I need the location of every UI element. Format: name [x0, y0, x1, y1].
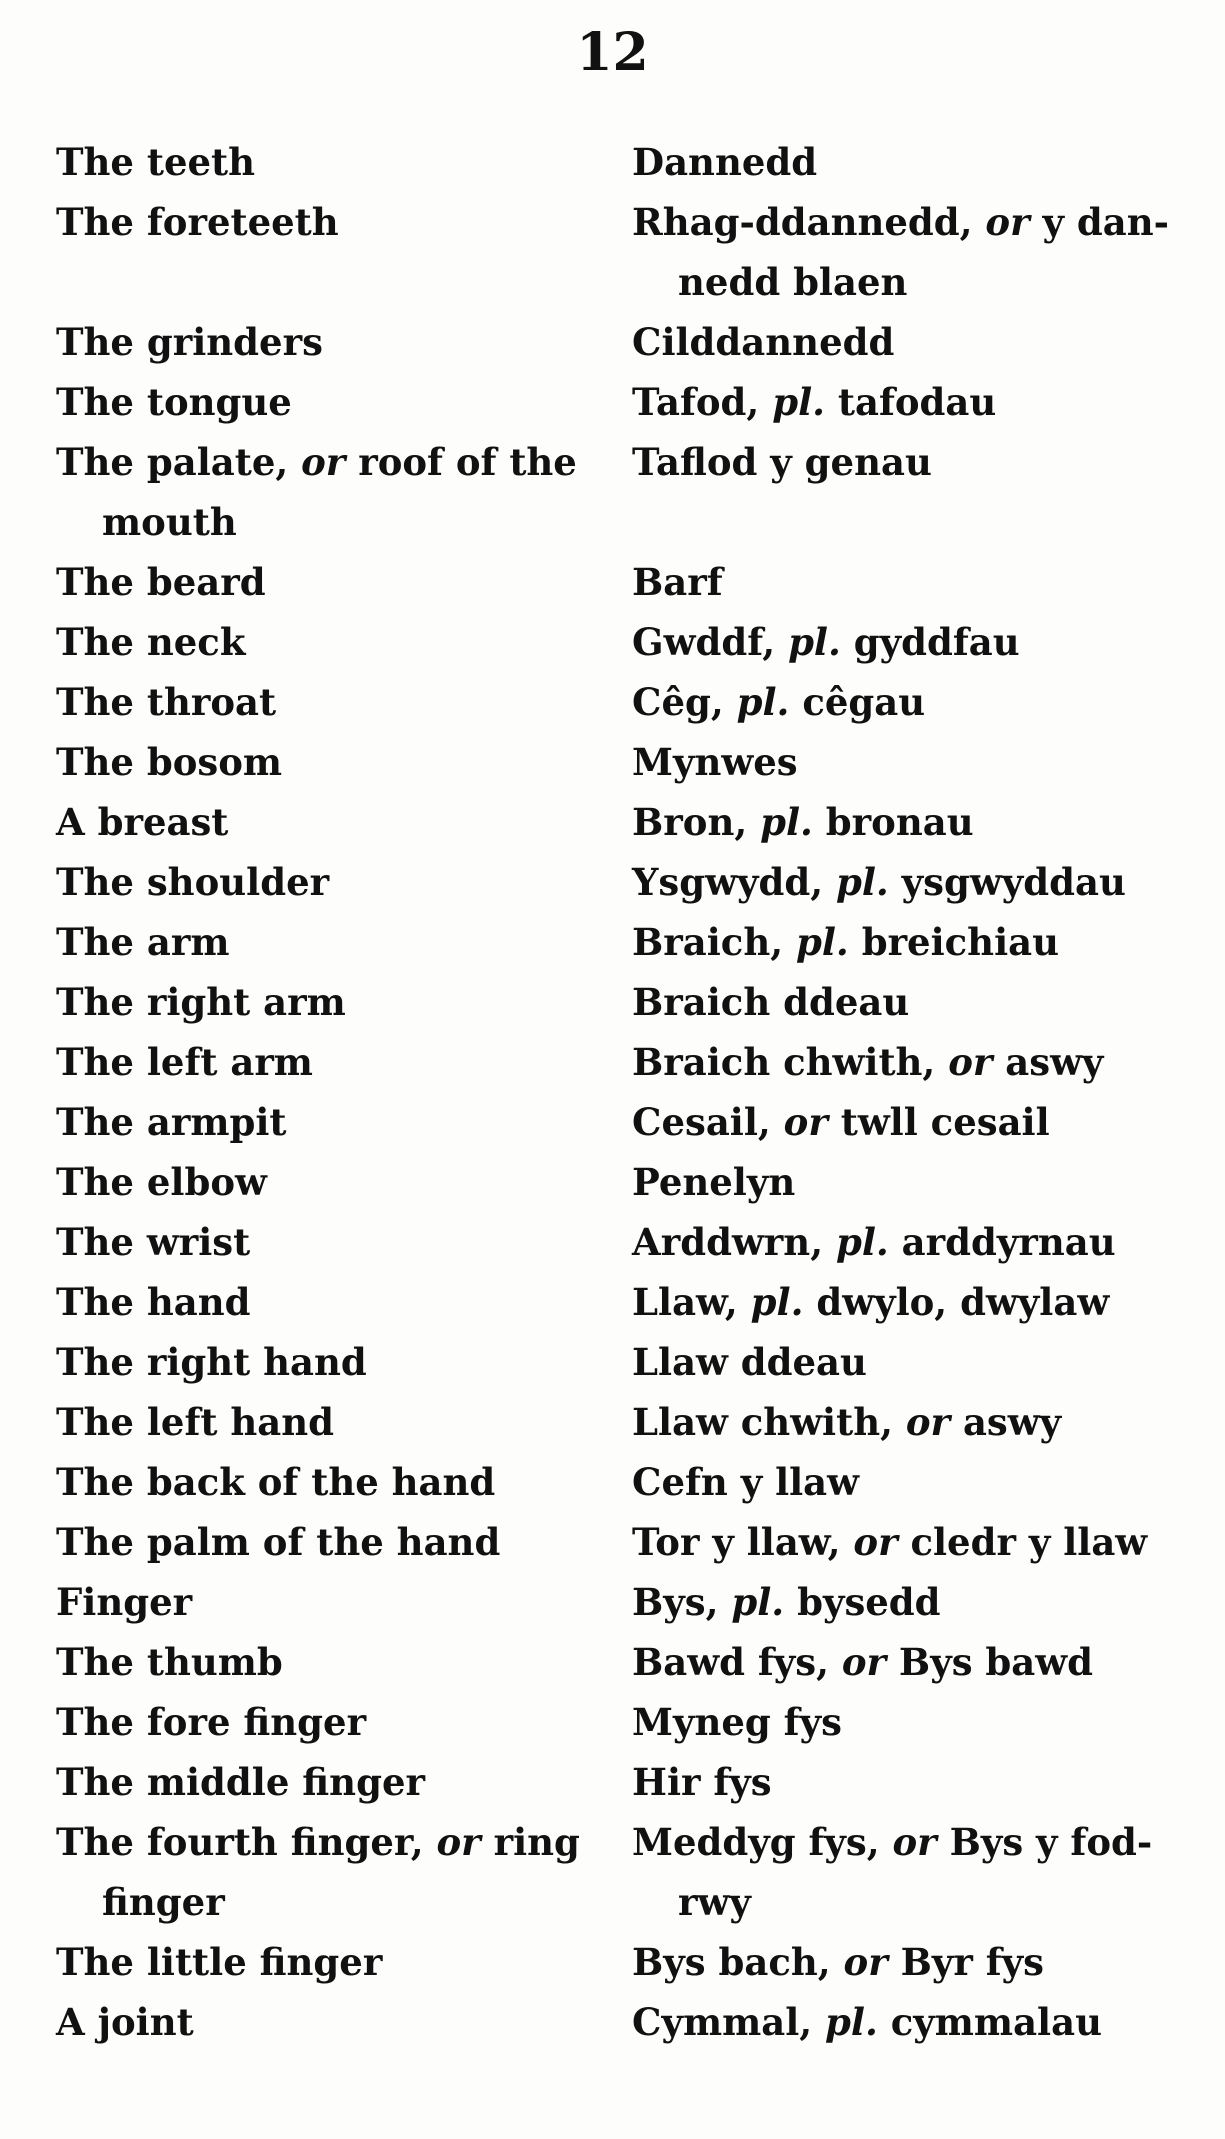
english-term: The bosom	[56, 740, 283, 784]
welsh-term: Braich chwith, or aswy	[632, 1040, 1104, 1084]
welsh-term: Mynwes	[632, 740, 798, 784]
english-term: The palm of the hand	[56, 1520, 501, 1564]
english-term: The wrist	[56, 1220, 251, 1264]
vocab-entry	[0, 852, 1225, 912]
vocab-entry	[0, 1992, 1225, 2052]
english-term: A joint	[56, 2000, 194, 2044]
welsh-term: Gwddf, pl. gyddfau	[632, 620, 1020, 664]
vocab-entry	[0, 552, 1225, 612]
vocab-entry	[0, 1572, 1225, 1632]
vocab-entry	[0, 1392, 1225, 1452]
vocab-entry	[0, 1212, 1225, 1272]
vocab-entry	[0, 912, 1225, 972]
vocab-entry	[0, 672, 1225, 732]
vocabulary-list	[0, 132, 1225, 2052]
vocab-entry	[0, 972, 1225, 1032]
english-term: The little finger	[56, 1940, 383, 1984]
english-term-continuation: finger	[102, 1880, 225, 1924]
english-term: The left hand	[56, 1400, 334, 1444]
welsh-term: Tor y llaw, or cledr y llaw	[632, 1520, 1148, 1564]
english-term: The palate, or roof of the mouth	[56, 432, 586, 552]
vocab-entry	[0, 1932, 1225, 1992]
welsh-term: Llaw chwith, or aswy	[632, 1400, 1062, 1444]
welsh-term: Hir fys	[632, 1760, 772, 1804]
english-term: The middle finger	[56, 1760, 425, 1804]
english-term: The left arm	[56, 1040, 313, 1084]
welsh-term: Rhag-ddannedd, or y dan- nedd blaen	[632, 192, 1192, 312]
english-term: The armpit	[56, 1100, 287, 1144]
vocab-entry	[0, 1692, 1225, 1752]
vocab-entry	[0, 1332, 1225, 1392]
welsh-term: Penelyn	[632, 1160, 796, 1204]
welsh-term-continuation: rwy	[678, 1880, 751, 1924]
welsh-term: Cesail, or twll cesail	[632, 1100, 1050, 1144]
welsh-term: Taflod y genau	[632, 440, 932, 484]
vocab-entry	[0, 1152, 1225, 1212]
english-term: The arm	[56, 920, 230, 964]
welsh-term: Braich ddeau	[632, 980, 910, 1024]
welsh-term: Meddyg fys, or Bys y fod- rwy	[632, 1812, 1192, 1932]
english-term: The right arm	[56, 980, 346, 1024]
welsh-term: Dannedd	[632, 140, 818, 184]
welsh-term: Myneg fys	[632, 1700, 842, 1744]
english-term: The teeth	[56, 140, 256, 184]
vocab-entry	[0, 1512, 1225, 1572]
welsh-term: Cefn y llaw	[632, 1460, 860, 1504]
page-number: 12	[576, 22, 649, 83]
welsh-term: Tafod, pl. tafodau	[632, 380, 997, 424]
english-term: The fourth finger, or ring finger	[56, 1812, 586, 1932]
welsh-term: Ysgwydd, pl. ysgwyddau	[632, 860, 1126, 904]
welsh-term: Cêg, pl. cêgau	[632, 680, 926, 724]
vocab-entry	[0, 1632, 1225, 1692]
welsh-term: Bron, pl. bronau	[632, 800, 974, 844]
english-term: The right hand	[56, 1340, 367, 1384]
vocab-entry	[0, 1752, 1225, 1812]
vocab-entry	[0, 432, 1225, 552]
vocab-entry	[0, 1092, 1225, 1152]
vocab-entry	[0, 372, 1225, 432]
english-term: Finger	[56, 1580, 193, 1624]
vocab-entry	[0, 1812, 1225, 1932]
vocab-entry	[0, 132, 1225, 192]
welsh-term: Llaw ddeau	[632, 1340, 867, 1384]
english-term: The beard	[56, 560, 266, 604]
welsh-term: Braich, pl. breichiau	[632, 920, 1060, 964]
english-term: The shoulder	[56, 860, 330, 904]
english-term: The tongue	[56, 380, 292, 424]
english-term: The foreteeth	[56, 200, 339, 244]
vocab-entry	[0, 1032, 1225, 1092]
english-term: The fore finger	[56, 1700, 367, 1744]
english-term: The elbow	[56, 1160, 267, 1204]
welsh-term: Cilddannedd	[632, 320, 895, 364]
vocab-entry	[0, 732, 1225, 792]
vocab-entry	[0, 1452, 1225, 1512]
english-term: The grinders	[56, 320, 323, 364]
welsh-term-continuation: nedd blaen	[678, 260, 908, 304]
welsh-term: Arddwrn, pl. arddyrnau	[632, 1220, 1116, 1264]
english-term-continuation: mouth	[102, 500, 237, 544]
vocab-entry	[0, 792, 1225, 852]
welsh-term: Bys, pl. bysedd	[632, 1580, 941, 1624]
english-term: The hand	[56, 1280, 251, 1324]
english-term: The throat	[56, 680, 277, 724]
welsh-term: Barf	[632, 560, 723, 604]
english-term: A breast	[56, 800, 229, 844]
vocab-entry	[0, 192, 1225, 312]
english-term: The neck	[56, 620, 246, 664]
welsh-term: Bawd fys, or Bys bawd	[632, 1640, 1093, 1684]
welsh-term: Llaw, pl. dwylo, dwylaw	[632, 1280, 1110, 1324]
vocab-entry	[0, 312, 1225, 372]
welsh-term: Bys bach, or Byr fys	[632, 1940, 1044, 1984]
english-term: The thumb	[56, 1640, 283, 1684]
welsh-term: Cymmal, pl. cymmalau	[632, 2000, 1102, 2044]
vocab-entry	[0, 1272, 1225, 1332]
vocab-entry	[0, 612, 1225, 672]
english-term: The back of the hand	[56, 1460, 496, 1504]
